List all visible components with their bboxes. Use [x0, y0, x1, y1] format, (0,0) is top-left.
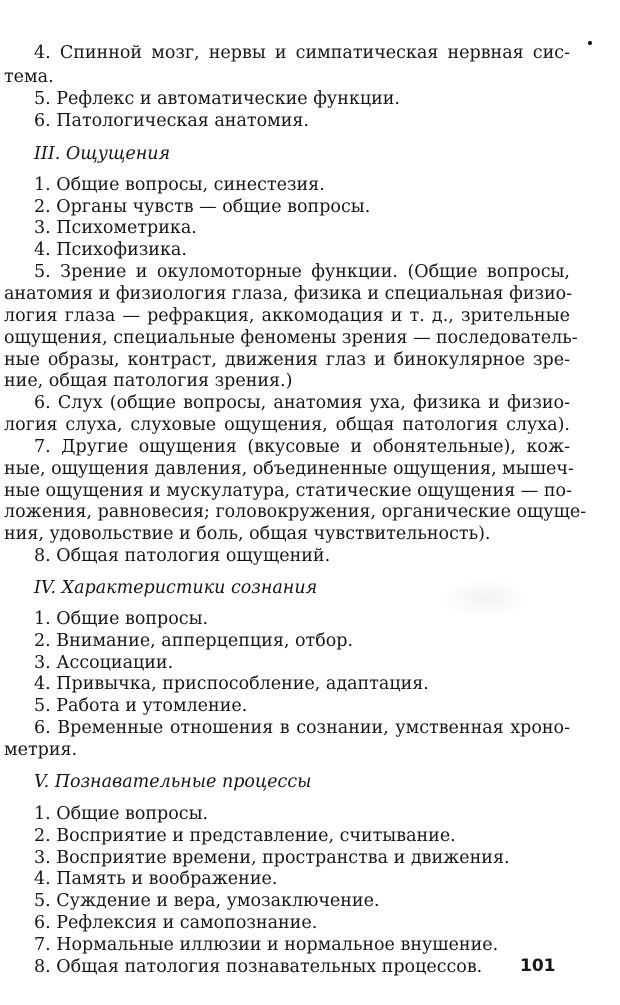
text-line: 6. Рефлексия и самопознание.: [34, 913, 318, 933]
text-line: 1. Общие вопросы, синестезия.: [34, 175, 325, 195]
page-number: 101: [520, 956, 556, 976]
text-line: 7. Другие ощущения (вкусовые и обонятельные), кож-: [34, 437, 570, 457]
text-line: 8. Общая патология познавательных процессов.: [34, 957, 483, 977]
section-heading: III. Ощущения: [34, 144, 171, 164]
text-line: 5. Суждение и вера, умозаключение.: [34, 891, 380, 911]
text-line: 2. Восприятие и представление, считывание.: [34, 826, 456, 846]
text-line: метрия.: [4, 740, 78, 760]
text-line: 3. Психометрика.: [34, 218, 197, 238]
text-line: ные ощущения и мускулатура, статические ощущения — по-: [4, 481, 572, 501]
section-heading: IV. Характеристики сознания: [34, 578, 318, 598]
text-line: логия слуха, слуховые ощущения, общая патология слуха).: [4, 415, 570, 435]
text-line: 3. Ассоциации.: [34, 653, 174, 673]
print-speck: [588, 41, 592, 45]
text-line: ощущения, специальные феномены зрения — последователь-: [4, 328, 578, 348]
text-line: 6. Временные отношения в сознании, умственная хроно-: [34, 718, 570, 738]
text-line: 6. Слух (общие вопросы, анатомия уха, физика и физио-: [34, 393, 570, 413]
text-line: 5. Рефлекс и автоматические функции.: [34, 89, 400, 109]
text-line: анатомия и физиология глаза, физика и специальная физио-: [4, 284, 573, 304]
text-line: 8. Общая патология ощущений.: [34, 546, 331, 566]
section-heading: V. Познавательные процессы: [34, 772, 312, 792]
text-line: 5. Работа и утомление.: [34, 696, 248, 716]
text-line: ные образы, контраст, движения глаз и бинокулярное зре-: [4, 350, 570, 370]
text-line: 4. Память и воображение.: [34, 869, 278, 889]
text-line: логия глаза — рефракция, аккомодация и т. д., зрительные: [4, 306, 570, 326]
text-line: 4. Психофизика.: [34, 240, 187, 260]
text-line: ложения, равновесия; головокружения, органические ощуще-: [4, 502, 587, 522]
text-line: 2. Внимание, апперцепция, отбор.: [34, 631, 354, 651]
text-line: ния, удовольствие и боль, общая чувствительность).: [4, 524, 491, 544]
text-line: 3. Восприятие времени, пространства и движения.: [34, 848, 510, 868]
text-line: 4. Привычка, приспособление, адаптация.: [34, 674, 429, 694]
text-line: 4. Спинной мозг, нервы и симпатическая нервная сис-: [34, 43, 570, 63]
text-line: 2. Органы чувств — общие вопросы.: [34, 197, 371, 217]
text-line: 1. Общие вопросы.: [34, 609, 209, 629]
text-line: 7. Нормальные иллюзии и нормальное внушение.: [34, 935, 499, 955]
text-line: ные, ощущения давления, объединенные ощущения, мышеч-: [4, 459, 574, 479]
text-line: 6. Патологическая анатомия.: [34, 111, 309, 131]
text-line: ние, общая патология зрения.): [4, 371, 293, 391]
text-line: 5. Зрение и окуломоторные функции. (Общие вопросы,: [34, 262, 570, 282]
text-line: 1. Общие вопросы.: [34, 804, 209, 824]
text-line: тема.: [4, 67, 54, 87]
